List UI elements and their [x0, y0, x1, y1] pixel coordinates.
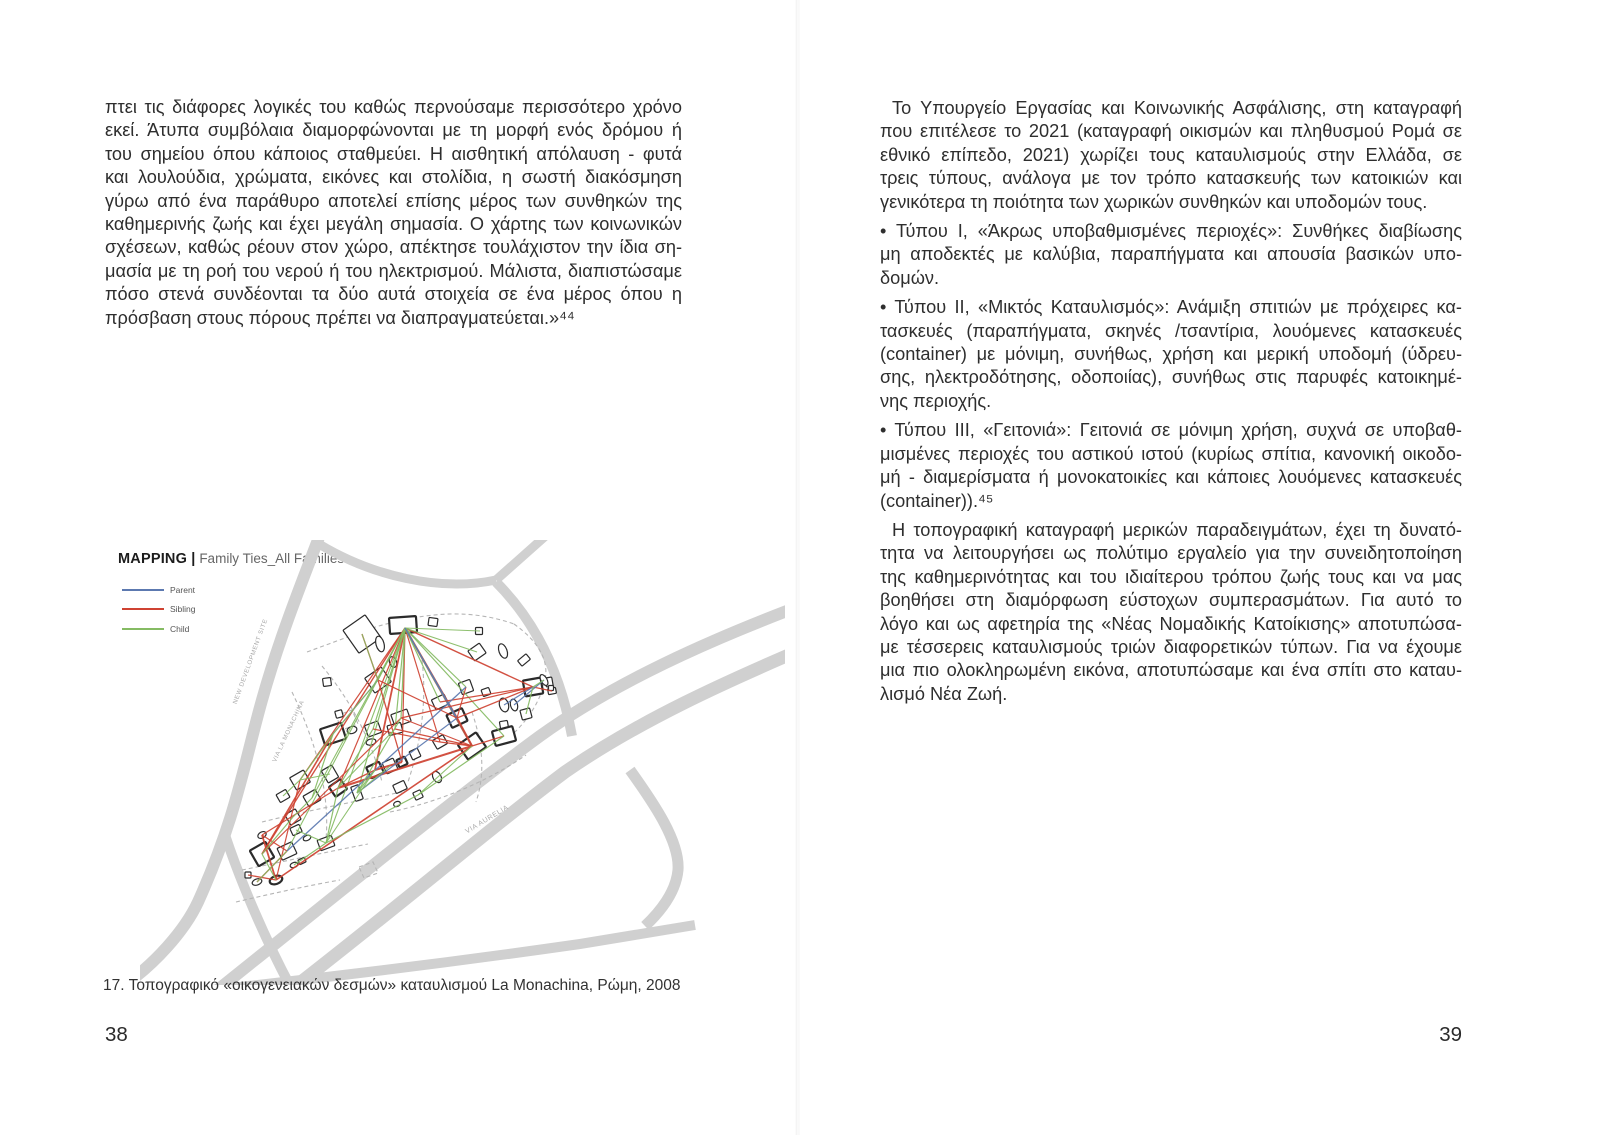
text-line: σης, ηλεκτροδότησης, οδοποιίας), συνήθως στις παρυφές κατοικημέ-: [880, 367, 1462, 388]
text-line: εθνικό επίπεδο, 2021) χωρίζει τους καταυλισμούς στην Ελλάδα, σε: [880, 144, 1462, 165]
paragraph: [880, 97, 1462, 214]
text-line: σχέσεων, καθώς ρέουν στον χώρο, απέκτησε τουλάχιστον την ίδια ση-: [105, 237, 682, 258]
text-line: • Τύπου II, «Μικτός Καταυλισμός»: Ανάμιξη σπιτιών με πρόχειρες κα-: [880, 297, 1462, 318]
building-footprint: [322, 677, 331, 686]
text-line: πτει τις διάφορες λογικές του καθώς περνούσαμε περισσότερο χρόνο: [105, 97, 682, 117]
text-line: δομών.: [880, 267, 940, 288]
text-line: βοηθήσει στη διαμόρφωση εύστοχων συμπερασμάτων. Για αυτό το: [880, 590, 1462, 611]
text-line: μια πιο ολοκληρωμένη εικόνα, αποτυπώσαμε και ένα σπίτι στο καταυ-: [880, 660, 1462, 681]
text-line: τρεις τύπους, ανάλογα με τον τρόπο κατασκευής των κατοικιών και: [880, 168, 1462, 189]
road-label: VIA AURELIA: [464, 804, 511, 836]
text-line: της καθημερινότητας και του ιδιαίτερου τρόπου ζωής τους και να μας: [880, 566, 1462, 587]
building-footprint: [549, 686, 554, 691]
building-footprint: [497, 643, 510, 660]
text-line: μασία με τη ροή του νερού ή του ηλεκτρισμού. Μάλιστα, διαπιστώσαμε: [105, 260, 682, 281]
paragraph-bullet-type3: [880, 419, 1462, 513]
figure-caption: 17. Τοπογραφικό «οικογενειακών δεσμών» καταυλισμού La Monachina, Ρώμη, 2008: [103, 977, 681, 994]
child-tie-line: [405, 628, 440, 702]
child-tie-line: [296, 830, 326, 843]
body-text-left: [105, 96, 682, 330]
text-line: πρόσβαση στους πόρους πρέπει να διαπραγματεύεται.»⁴⁴: [105, 307, 575, 328]
text-line: γύρω από ένα παράθυρο αποτελεί επίσης μέρος των συνθηκών της: [105, 190, 682, 211]
text-line: και λουλούδια, χρώματα, εικόνες και στολίδια, η σωστή διακόσμηση: [105, 167, 682, 188]
text-line: γενικότερα τη ποιότητα των χωρικών συνθηκών και υποδομών τους.: [880, 191, 1428, 212]
text-line: Το Υπουργείο Εργασίας και Κοινωνικής Ασφάλισης, στη καταγραφή: [892, 98, 1462, 118]
text-line: εκεί. Άτυπα συμβόλαια διαμορφώνονται με τη μορφή ενός δρόμου ή: [105, 120, 682, 141]
body-text-right: [880, 97, 1462, 712]
legend-label: Child: [170, 623, 190, 634]
building-footprint: [428, 617, 438, 626]
sibling-tie-line: [405, 628, 533, 687]
building-footprint: [374, 635, 386, 653]
building-footprint: [335, 710, 344, 719]
roads-layer: [140, 540, 785, 985]
paragraph: [880, 519, 1462, 706]
child-tie-line: [294, 843, 326, 865]
figure-title-rest: Family Ties_All Families: [195, 551, 345, 566]
text-line: του σημείου όπου κάποιος σταθμεύει. Η αισθητική απόλαυση - φυτά: [105, 143, 682, 164]
paragraph-bullet-type2: [880, 296, 1462, 413]
page-number-left: 38: [105, 1023, 128, 1046]
text-line: • Τύπου I, «Άκρως υποβαθμισμένες περιοχές»: Συνθήκες διαβίωσης: [880, 221, 1462, 242]
text-line: • Τύπου III, «Γειτονιά»: Γειτονιά σε μόνιμη χρήση, συχνά σε υποβαθ-: [880, 420, 1462, 441]
text-line: Η τοπογραφική καταγραφή μερικών παραδειγμάτων, έχει τη δυνατό-: [892, 519, 1462, 540]
sibling-tie-line: [262, 734, 333, 854]
text-line: πόσο στενά συνδέονται τα δύο αυτά στοιχεία σε ένα μέρος όπου η: [105, 284, 682, 305]
text-line: μισμένες περιοχές του αστικού ιστού (κυρίως σπίτια, κανονική οικοδο-: [880, 443, 1462, 464]
text-line: λόγο και ως αφετηρία της «Νέας Νομαδικής Κατοίκισης» αποτυπώσα-: [880, 613, 1462, 634]
legend-label: Sibling: [170, 604, 196, 615]
text-line: που επιτέλεσε το 2021 (καταγραφή οικισμών και πληθυσμού Ρομά σε: [880, 121, 1462, 142]
text-line: (container) με μόνιμη, συνήθως, χρήση και μερική υποδομή (ύδρευ-: [880, 344, 1462, 365]
text-line: (container)).⁴⁵: [880, 490, 994, 511]
page-number-right: 39: [1439, 1023, 1462, 1046]
text-line: τασκευές (παραπήγματα, σκηνές /τσαντίρια, λουόμενες κατασκευές: [880, 320, 1462, 341]
page-gutter: [795, 0, 800, 1135]
topographic-map-figure: [140, 540, 785, 985]
text-line: νης περιοχής.: [880, 390, 992, 411]
text-line: μη αποδεκτές με καλύβια, παραπήγματα και απουσία βασικών υπο-: [880, 244, 1462, 265]
legend-label: Parent: [170, 584, 196, 595]
text-line: με τέσσερεις καταυλισμούς τριών διαφορετικών τύπων. Για να έχουμε: [880, 636, 1462, 657]
family-ties-map: [140, 540, 785, 985]
paragraph-bullet-type1: [880, 220, 1462, 290]
road-label: NEW DEVELOPMENT SITE: [231, 617, 270, 706]
text-line: λισμό Νέα Ζωή.: [880, 683, 1008, 704]
text-line: τητα να λειτουργήσει ως πολύτιμο εργαλείο για την συνειδητοποίηση: [880, 543, 1462, 564]
road-label: VIA LA MONACHINA: [271, 699, 307, 764]
figure-title-bold: MAPPING |: [118, 551, 196, 567]
text-line: καθημερινής ζωής και έχει μεγάλη σημασία. Ο χάρτης των κοινωνικών: [105, 214, 682, 235]
building-footprint: [518, 654, 531, 666]
text-line: μή - διαμερίσματα ή μονοκατοικίες και κάποιες λουόμενες κατασκευές: [880, 467, 1462, 488]
